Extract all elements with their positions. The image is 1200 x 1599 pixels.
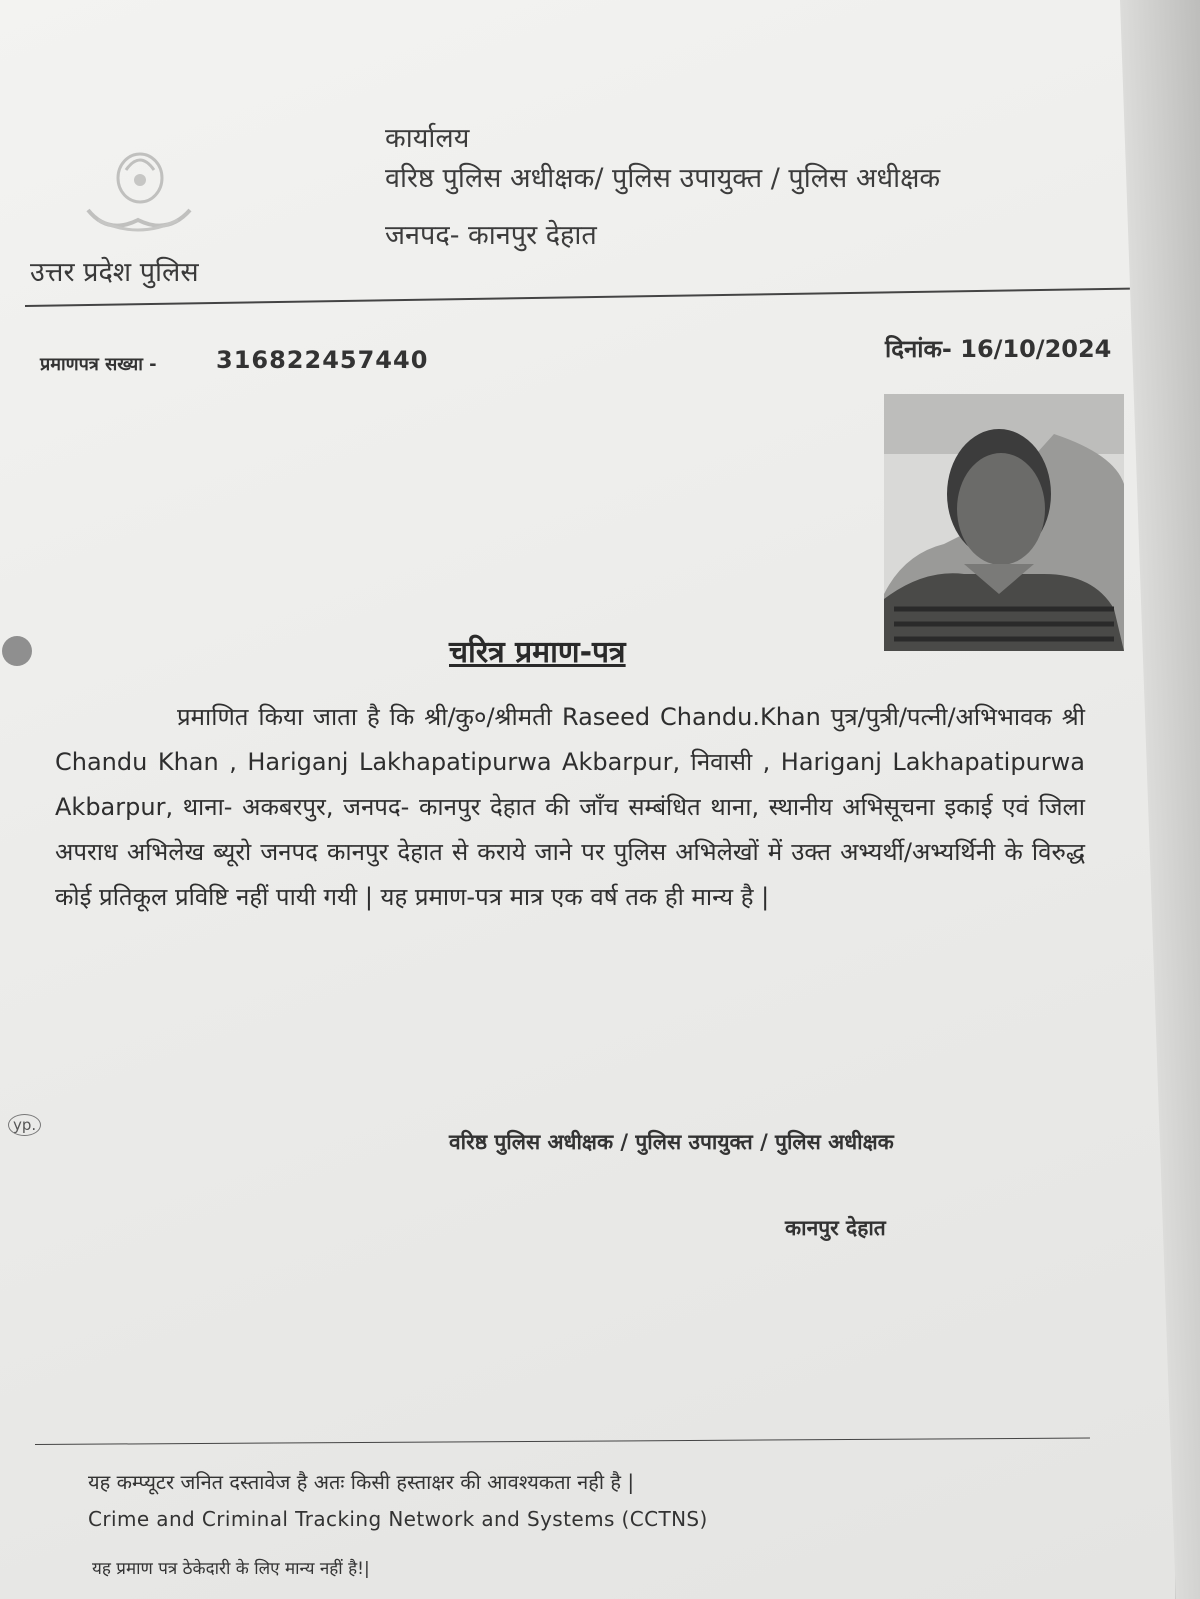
footer-cctns: Crime and Criminal Tracking Network and Systems (CCTNS) (88, 1507, 708, 1531)
footer-note-computer-generated: यह कम्प्यूटर जनित दस्तावेज है अतः किसी हस्ताक्षर की आवश्यकता नही है | (88, 1470, 635, 1494)
dept-name: उत्तर प्रदेश पुलिस (30, 257, 199, 288)
applicant-photo (884, 394, 1124, 651)
office-line-2: वरिष्ठ पुलिस अधीक्षक/ पुलिस उपायुक्त / पुलिस अधीक्षक (385, 163, 941, 194)
signatory-place: कानपुर देहात (785, 1216, 886, 1240)
office-line-3: जनपद- कानपुर देहात (385, 220, 597, 251)
certificate-title: चरित्र प्रमाण-पत्र (449, 635, 626, 670)
certificate-date: दिनांक- 16/10/2024 (885, 335, 1112, 363)
punch-hole (2, 636, 32, 666)
certificate-number: 316822457440 (216, 346, 429, 374)
signatory-designation: वरिष्ठ पुलिस अधीक्षक / पुलिस उपायुक्त / पुलिस अधीक्षक (449, 1130, 894, 1154)
certificate-number-label: प्रमाणपत्र सख्या - (40, 354, 157, 375)
portrait-icon (884, 394, 1124, 651)
margin-mark: yp. (8, 1114, 41, 1136)
police-emblem-icon (78, 140, 198, 240)
certificate-body: प्रमाणित किया जाता है कि श्री/कु०/श्रीमती Raseed Chandu.Khan पुत्र/पुत्री/पत्नी/अभिभावक श्री Chandu Khan , Hariganj Lakhapatipurwa Akbarpur, निवासी , Hariganj Lakhapatipurwa Akbarpur, थाना- अकबरपुर, जनपद- कानपुर देहात की जाँच सम्बंधित थाना, स्थानीय अभिसूचना इकाई एवं जिला अपराध अभिलेख ब्यूरो जनपद कानपुर देहात से कराये जाने पर पुलिस अभिलेखों में उक्त अभ्यर्थी/अभ्यर्थिनी के विरुद्ध कोई प्रतिकूल प्रविष्टि नहीं पायी गयी | यह प्रमाण-पत्र मात्र एक वर्ष तक ही मान्य है | (55, 703, 1085, 911)
office-line-1: कार्यालय (385, 123, 470, 154)
footer-note-contract: यह प्रमाण पत्र ठेकेदारी के लिए मान्य नहीं है!| (92, 1559, 370, 1579)
